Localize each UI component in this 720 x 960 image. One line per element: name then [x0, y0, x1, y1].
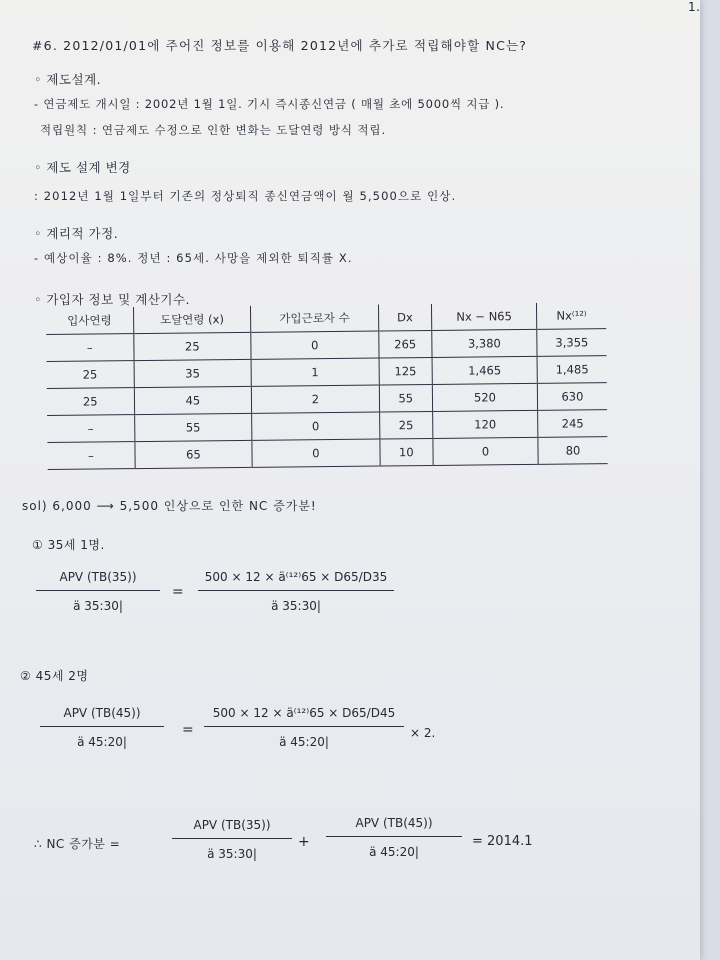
case2-lhs-denominator: ä 45:20| — [77, 735, 127, 749]
table-cell: 45 — [134, 386, 252, 414]
table-row — [47, 437, 607, 470]
case2-rhs-fraction — [204, 706, 404, 749]
table-header: Dx — [378, 304, 432, 331]
case1-rhs-denominator: ä 35:30| — [271, 599, 321, 613]
case2-multiplier: × 2. — [410, 726, 436, 740]
table-cell: 2 — [251, 385, 379, 413]
table-header: 도달연령 (x) — [133, 306, 251, 334]
table-cell: 265 — [378, 330, 432, 358]
case2-equals: = — [182, 722, 194, 738]
table-header: 입사연령 — [67, 313, 112, 328]
case1-lhs-denominator: ä 35:30| — [73, 599, 123, 613]
final-numerator-45: APV (TB(45)) — [355, 816, 433, 830]
final-plus: + — [298, 834, 310, 850]
table-cell: 520 — [432, 383, 537, 411]
assumptions-heading: ◦ 계리적 가정. — [34, 226, 119, 241]
final-numerator-35: APV (TB(35)) — [193, 818, 271, 832]
table-cell: 65 — [134, 440, 252, 468]
case2-lhs-fraction — [40, 706, 164, 749]
design-heading: ◦ 제도설계. — [34, 72, 102, 87]
design-line-start-date: - 연금제도 개시일 : 2002년 1월 1일. 기시 즉시종신연금 ( 매월 초에 5000씩 지급 ). — [34, 97, 505, 111]
case1-rhs-numerator: 500 × 12 × ä⁽¹²⁾65 × D65/D35 — [204, 570, 388, 584]
table-header: 가입근로자 수 — [251, 305, 379, 333]
change-heading: ◦ 제도 설계 변경 — [34, 160, 131, 175]
table-cell: – — [86, 340, 93, 355]
design-line-funding: 적립원칙 : 연금제도 수정으로 인한 변화는 도달연령 방식 적립. — [40, 123, 386, 137]
final-fraction-35 — [172, 818, 292, 861]
final-label: ∴ NC 증가분 = — [34, 837, 121, 851]
table-cell: 125 — [379, 357, 433, 385]
table-cell: 25 — [82, 367, 98, 382]
case1-lhs-fraction — [36, 570, 160, 613]
final-result: = 2014.1 — [472, 834, 533, 849]
solution-intro: sol) 6,000 ⟶ 5,500 인상으로 인한 NC 증가분! — [22, 499, 317, 513]
page-number: 1. — [688, 0, 701, 14]
table-cell: – — [87, 421, 94, 436]
case1-equals: = — [172, 584, 184, 600]
table-cell: 630 — [537, 383, 607, 411]
table-cell: 3,380 — [432, 329, 537, 357]
table-cell: 55 — [379, 384, 433, 412]
table-cell: 0 — [252, 412, 380, 440]
table-cell: – — [87, 448, 94, 463]
table-cell: 35 — [134, 359, 252, 387]
case1-label: ① 35세 1명. — [32, 538, 105, 552]
case1-rhs-fraction — [198, 570, 394, 613]
table-cell: 1,485 — [537, 356, 607, 384]
final-denominator-35: ä 35:30| — [207, 847, 257, 861]
table-cell: 55 — [134, 413, 252, 441]
members-heading: ◦ 가입자 정보 및 계산기수. — [34, 292, 190, 307]
table-cell: 25 — [82, 394, 98, 409]
table-cell: 1 — [251, 358, 379, 386]
assumptions-line: - 예상이율 : 8%. 정년 : 65세. 사망을 제외한 퇴직률 X. — [34, 251, 353, 265]
case2-label: ② 45세 2명 — [20, 669, 89, 683]
final-denominator-45: ä 45:20| — [369, 845, 419, 859]
final-fraction-45 — [326, 816, 462, 859]
case2-rhs-denominator: ä 45:20| — [279, 735, 329, 749]
table-cell: 0 — [252, 439, 380, 467]
table-header: Nx⁽¹²⁾ — [536, 302, 606, 329]
change-line: : 2012년 1월 1일부터 기존의 정상퇴직 종신연금액이 월 5,500으로 인상. — [34, 189, 457, 203]
table-cell: 245 — [538, 410, 608, 438]
table-cell: 0 — [251, 331, 379, 359]
table-cell: 25 — [133, 332, 251, 360]
case2-lhs-numerator: APV (TB(45)) — [63, 706, 141, 720]
problem-title: #6. 2012/01/01에 주어진 정보를 이용해 2012년에 추가로 적립해야할 NC는? — [32, 38, 528, 53]
table-cell: 1,465 — [432, 356, 537, 384]
table-cell: 10 — [379, 438, 433, 466]
table-cell: 120 — [433, 410, 538, 438]
table-header: Nx − N65 — [432, 303, 537, 331]
table-cell: 25 — [379, 411, 433, 439]
table-cell: 3,355 — [537, 329, 607, 357]
member-table — [46, 302, 608, 470]
table-cell: 0 — [433, 437, 538, 465]
case1-lhs-numerator: APV (TB(35)) — [59, 570, 137, 584]
case2-rhs-numerator: 500 × 12 × ä⁽¹²⁾65 × D65/D45 — [212, 706, 396, 720]
table-cell: 80 — [538, 437, 608, 465]
